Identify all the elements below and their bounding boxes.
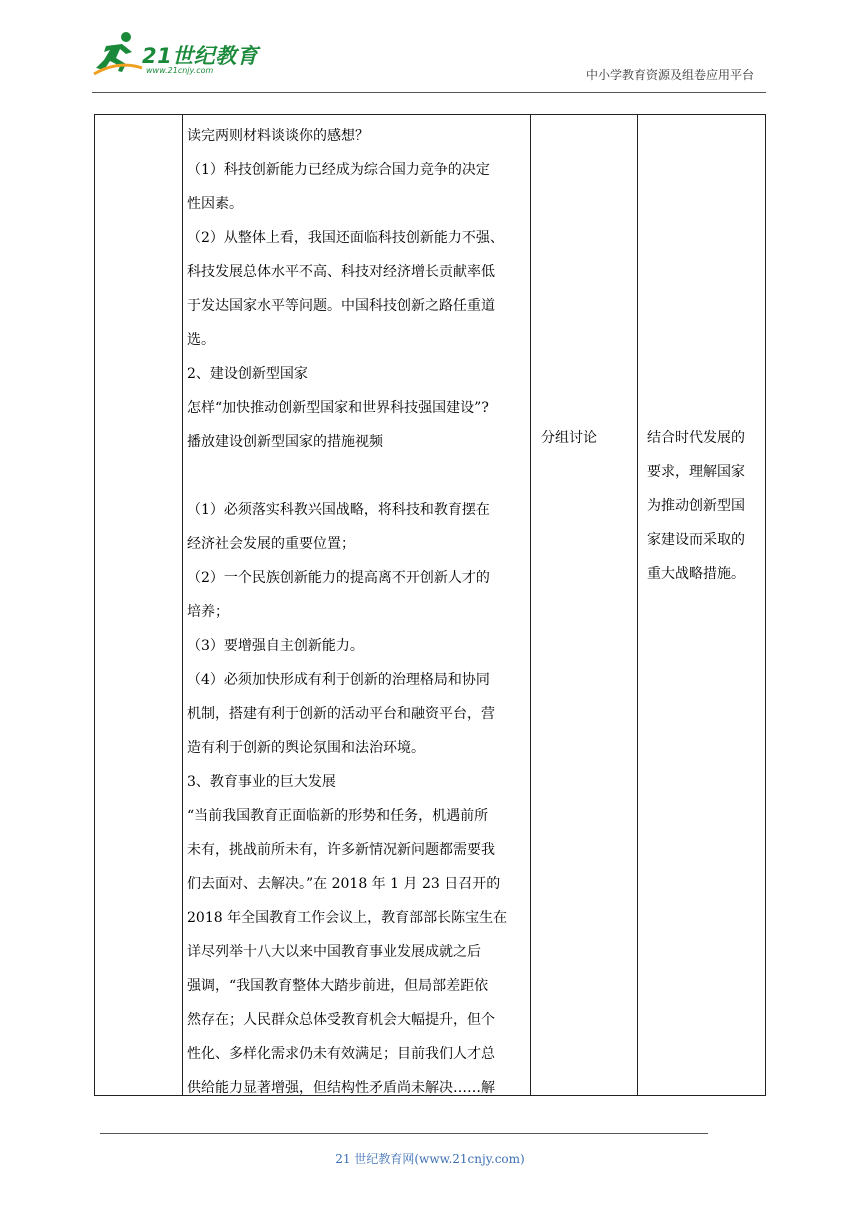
content-line: （1）必须落实科教兴国战略，将科技和教育摆在 [187,502,490,518]
purpose-line: 为推动创新型国 [647,498,745,514]
content-line: 经济社会发展的重要位置； [187,536,355,552]
purpose-line: 家建设而采取的 [647,532,745,548]
content-line: 2、建设创新型国家 [187,366,308,382]
blank-line [187,459,523,493]
content-line: 强调，“我国教育整体大踏步前进，但局部差距依 [187,978,489,994]
column-divider-1 [182,115,183,1095]
content-line: （2）从整体上看，我国还面临科技创新能力不强、 [187,230,504,246]
content-line: （2）一个民族创新能力的提高离不开创新人才的 [187,570,490,586]
logo-url: www.21cnjy.com [146,66,214,75]
purpose-line: 结合时代发展的 [647,430,745,446]
content-line: 培养； [187,604,229,620]
content-line: 造有利于创新的舆论氛围和法治环境。 [187,740,425,756]
content-line: 详尽列举十八大以来中国教育事业发展成就之后 [187,944,481,960]
content-line: 2018 年全国教育工作会议上，教育部部长陈宝生在 [187,910,508,926]
purpose-line: 要求，理解国家 [647,464,745,480]
content-line: 读完两则材料谈谈你的感想？ [187,128,369,144]
platform-name: 中小学教育资源及组卷应用平台 [585,68,754,82]
site-logo[interactable] [92,30,262,80]
lesson-table [94,114,766,1096]
content-line: （4）必须加快形成有利于创新的治理格局和协同 [187,672,490,688]
runner-logo-icon [92,30,144,76]
content-line: 选。 [187,332,215,348]
header-divider [92,92,766,93]
content-line: 性化、多样化需求仍未有效满足；目前我们人才总 [187,1046,495,1062]
footer-divider [100,1133,708,1134]
content-line: （3）要增强自主创新能力。 [187,638,364,654]
content-line: （1）科技创新能力已经成为综合国力竞争的决定 [187,162,490,178]
purpose-line: 重大战略措施。 [647,566,745,582]
column-divider-3 [637,115,638,1095]
content-line: 供给能力显著增强，但结构性矛盾尚未解决……解 [187,1080,495,1096]
content-line: 科技发展总体水平不高、科技对经济增长贡献率低 [187,264,495,280]
logo-text: 21世纪教育 [142,44,259,68]
design-purpose-cell [647,421,759,591]
content-line: 然存在；人民群众总体受教育机会大幅提升，但个 [187,1012,495,1028]
student-activity-cell: 分组讨论 [541,430,597,446]
content-line: 未有，挑战前所未有，许多新情况新问题都需要我 [187,842,495,858]
content-line: 3、教育事业的巨大发展 [187,774,336,790]
content-line: 性因素。 [187,196,243,212]
content-line: 于发达国家水平等问题。中国科技创新之路任重道 [187,298,495,314]
content-line: 播放建设创新型国家的措施视频 [187,434,383,450]
content-line: “当前我国教育正面临新的形势和任务，机遇前所 [187,808,489,824]
page-header [0,0,860,100]
column-divider-2 [530,115,531,1095]
content-line: 怎样“加快推动创新型国家和世界科技强国建设”? [187,400,489,416]
footer-site-link[interactable]: 21 世纪教育网(www.21cnjy.com) [335,1152,525,1166]
teaching-content-cell [187,119,523,1105]
content-line: 机制，搭建有利于创新的活动平台和融资平台，营 [187,706,495,722]
content-line: 们去面对、去解决。”在 2018 年 1 月 23 日召开的 [187,876,501,892]
